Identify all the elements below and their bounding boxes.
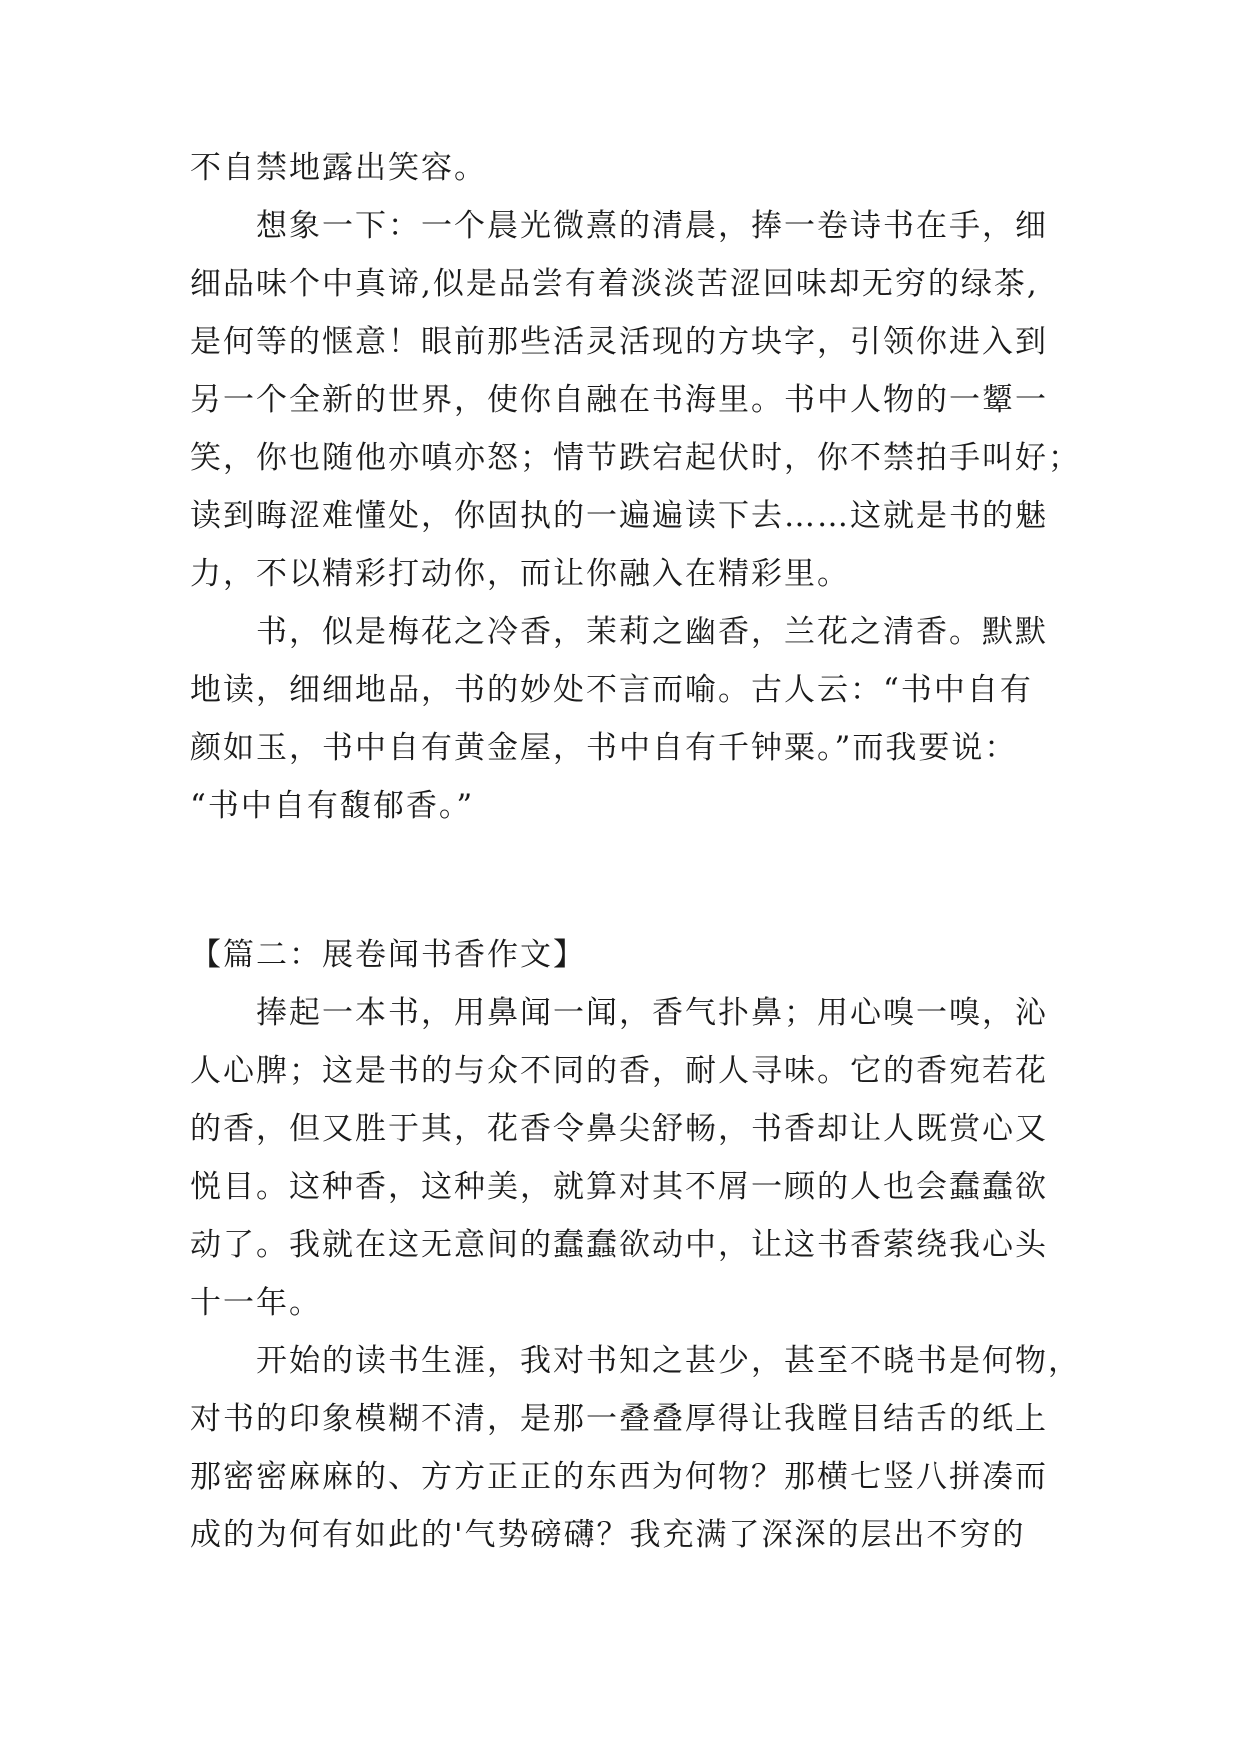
paragraph-line: 人心脾；这是书的与众不同的香，耐人寻味。它的香宛若花 [190,1053,1048,1089]
paragraph-line: 是何等的惬意！眼前那些活灵活现的方块字，引领你进入到 [190,324,1048,360]
paragraph-line: 笑，你也随他亦嗔亦怒；情节跌宕起伏时，你不禁拍手叫好； [190,440,1081,476]
section-heading: 【篇二：展卷闻书香作文】 [190,937,586,973]
paragraph-line: 十一年。 [190,1285,322,1321]
section-one [190,139,1081,835]
paragraph-line: 读到晦涩难懂处，你固执的一遍遍读下去……这就是书的魅 [190,498,1048,534]
paragraph-line: 动了。我就在这无意间的蠢蠢欲动中，让这书香萦绕我心头 [190,1227,1048,1263]
paragraph-line: 捧起一本书，用鼻闻一闻，香气扑鼻；用心嗅一嗅，沁 [256,995,1048,1031]
paragraph-line: 地读，细细地品，书的妙处不言而喻。古人云：“书中自有 [190,672,1033,708]
paragraph-line: 不自禁地露出笑容。 [190,150,487,186]
paragraph-line: 那密密麻麻的、方方正正的东西为何物？那横七竖八拼凑而 [190,1459,1048,1495]
paragraph-line: 颜如玉，书中自有黄金屋，书中自有千钟粟。”而我要说： [190,730,1018,766]
paragraph-line: 对书的印象模糊不清，是那一叠叠厚得让我瞠目结舌的纸上 [190,1401,1048,1437]
paragraph-line: 悦目。这种香，这种美，就算对其不屑一顾的人也会蠢蠢欲 [190,1169,1048,1205]
paragraph-line: 细品味个中真谛,似是品尝有着淡淡苦涩回味却无穷的绿茶, [190,266,1039,302]
paragraph-line: 书，似是梅花之冷香，茉莉之幽香，兰花之清香。默默 [256,614,1048,650]
paragraph-line: 的香，但又胜于其，花香令鼻尖舒畅，书香却让人既赏心又 [190,1111,1048,1147]
paragraph-line: “书中自有馥郁香。” [190,788,475,824]
section-two [190,926,1081,1564]
paragraph-line: 成的为何有如此的'气势磅礴？我充满了深深的层出不穷的 [190,1517,1026,1553]
paragraph-line: 开始的读书生涯，我对书知之甚少，甚至不晓书是何物， [256,1343,1081,1379]
paragraph-line: 力，不以精彩打动你，而让你融入在精彩里。 [190,556,850,592]
paragraph-line: 想象一下：一个晨光微熹的清晨，捧一卷诗书在手，细 [256,208,1048,244]
paragraph-line: 另一个全新的世界，使你自融在书海里。书中人物的一颦一 [190,382,1048,418]
